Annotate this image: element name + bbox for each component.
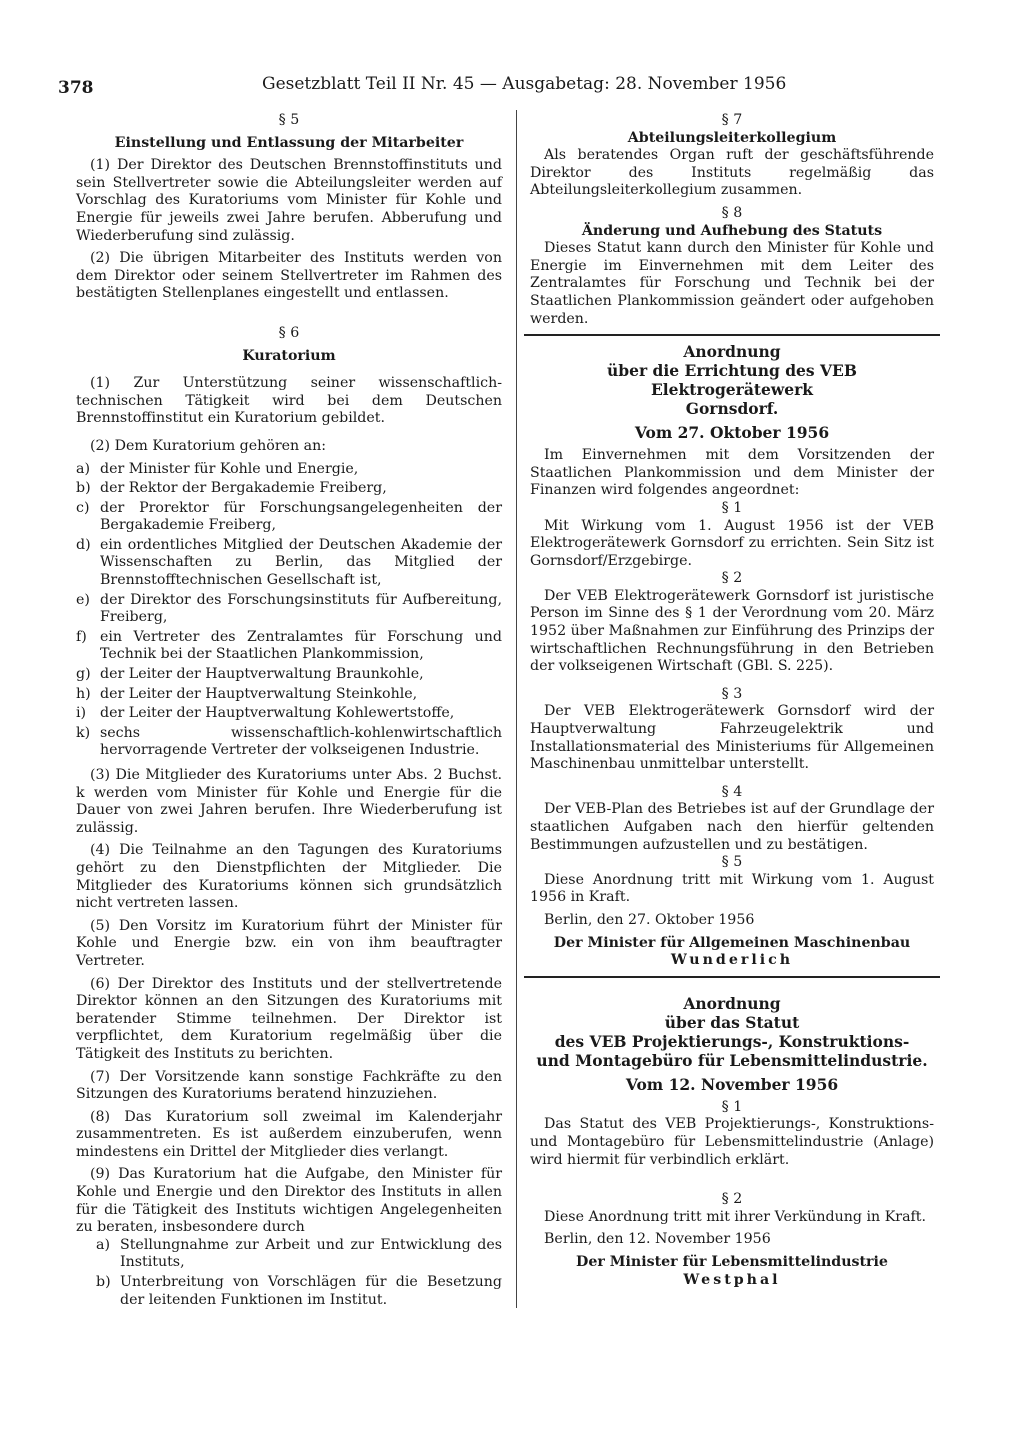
left-column (76, 112, 502, 1311)
ordinance-1-signatory-title: Der Minister für Allgemeinen Maschinenbau (553, 934, 911, 951)
list-item (76, 705, 502, 723)
ordinance-1-s3-sign: § 3 (721, 685, 743, 702)
ordinance-1-title-1: Anordnung (683, 342, 781, 362)
list-text: ein Vertreter des Zentralamtes für Forschung und Technik bei der Staatlichen Plankommission, (100, 628, 502, 663)
list-marker: c) (76, 499, 90, 516)
section-7-para: Als beratendes Organ ruft der geschäftsführende Direktor des Instituts regelmäßig das Abteilungsleiterkollegium zusammen. (530, 147, 934, 199)
ordinance-2-title-4: und Montagebüro für Lebensmittelindustrie. (536, 1050, 928, 1070)
ordinance-1-s2: Der VEB Elektrogerätewerk Gornsdorf ist juristische Person im Sinne des § 1 der Verordnung vom 20. März 1952 über Maßnahmen zur Einführung des Prinzips der wirtschaftlichen Rechnungsführung in den Betrieben der volkseigenen Wirtschaft (GBl. S. 225). (530, 587, 934, 675)
ordinance-1-s1: Mit Wirkung vom 1. August 1956 ist der VEB Elektrogerätewerk Gornsdorf zu errichten. Sein Sitz ist Gornsdorf/Erzgebirge. (530, 517, 934, 569)
list-marker: b) (96, 1274, 111, 1291)
list-item (76, 592, 502, 627)
list-text: ein ordentliches Mitglied der Deutschen Akademie der Wissenschaften zu Berlin, das Mitglied der Brennstofftechnischen Gesellschaft ist, (100, 536, 502, 589)
list-text: der Direktor des Forschungsinstituts für Aufbereitung, Freiberg, (100, 591, 502, 626)
ordinance-1-s5-sign: § 5 (721, 854, 743, 871)
ordinance-1-title-3: Gornsdorf. (685, 399, 779, 419)
section-5-sign: § 5 (278, 112, 300, 128)
list-marker: i) (76, 705, 87, 722)
section-6-para-1: (1) Zur Unterstützung seiner wissenschaftlich-technischen Tätigkeit wird bei dem Deutschen Brennstoffinstitut ein Kuratorium gebildet. (76, 375, 502, 427)
ordinance-2-signatory-title: Der Minister für Lebensmittelindustrie (576, 1253, 888, 1270)
list-item (76, 666, 502, 684)
ordinance-2-signatory-name: Westphal (683, 1271, 781, 1288)
list-text: Stellungnahme zur Arbeit und zur Entwicklung des Instituts, (120, 1236, 502, 1271)
section-6-para-9: (9) Das Kuratorium hat die Aufgabe, den Minister für Kohle und Energie und den Direktor des Instituts in allen für die Tätigkeit des Instituts wichtigen Angelegenheiten zu beraten, insbesondere durch (76, 1166, 502, 1236)
section-5-para-2: (2) Die übrigen Mitarbeiter des Instituts werden von dem Direktor oder seinem Stellvertreter im Rahmen des bestätigten Stellenplanes eingestellt und entlassen. (76, 250, 502, 302)
list-item (76, 537, 502, 590)
section-6-para-7: (7) Der Vorsitzende kann sonstige Fachkräfte zu den Sitzungen des Kuratoriums beratend hinzuziehen. (76, 1068, 502, 1103)
section-6-para-4: (4) Die Teilnahme an den Tagungen des Kuratoriums gehört zu den Dienstpflichten der Mitglieder. Die Mitglieder des Kuratoriums können sich grundsätzlich nicht vertreten lassen. (76, 842, 502, 912)
ordinance-1-place-date: Berlin, den 27. Oktober 1956 (544, 911, 755, 928)
list-item (76, 629, 502, 664)
column-divider (516, 110, 517, 1308)
list-text: sechs wissenschaftlich-kohlenwirtschaftlich hervorragende Vertreter der volkseigenen Industrie. (100, 724, 502, 759)
list-item (76, 725, 502, 760)
list-marker: k) (76, 724, 91, 741)
section-6-heading: Kuratorium (242, 347, 336, 364)
ordinance-1-s2-sign: § 2 (721, 570, 743, 587)
section-7-heading: Abteilungsleiterkollegium (627, 129, 837, 146)
list-marker: e) (76, 591, 90, 608)
right-column (530, 112, 934, 1289)
list-text: der Rektor der Bergakademie Freiberg, (100, 480, 387, 497)
ordinance-2-title-2: über das Statut (664, 1012, 800, 1032)
list-marker: d) (76, 536, 91, 553)
list-text: der Leiter der Hauptverwaltung Steinkohle, (100, 685, 418, 702)
section-8-sign: § 8 (721, 204, 743, 221)
ordinance-1-signatory-name: Wunderlich (670, 952, 794, 969)
section-7-sign: § 7 (721, 112, 743, 128)
list-text: der Leiter der Hauptverwaltung Kohlewertstoffe, (100, 705, 455, 722)
list-marker: g) (76, 666, 91, 683)
ordinance-1-s4-sign: § 4 (721, 783, 743, 800)
list-item (76, 686, 502, 704)
section-5-para-1: (1) Der Direktor des Deutschen Brennstoffinstituts und sein Stellvertreter sowie die Abteilungsleiter werden auf Vorschlag des Kuratoriums vom Minister für Kohle und Energie für jeweils zwei Jahre berufen. Abberufung und Wiederberufung sind zulässig. (76, 157, 502, 244)
list-marker: a) (76, 460, 90, 477)
section-6-para-3: (3) Die Mitglieder des Kuratoriums unter Abs. 2 Buchst. k werden vom Minister für Kohle und Energie für die Dauer von zwei Jahren berufen. Ihre Wiederberufung ist zulässig. (76, 767, 502, 836)
section-8-heading: Änderung und Aufhebung des Statuts (581, 222, 883, 239)
ordinance-1-s3: Der VEB Elektrogerätewerk Gornsdorf wird der Hauptverwaltung Fahrzeugelektrik und Installationsmaterial des Ministeriums für Allgemeinen Maschinenbau unmittelbar unterstellt. (530, 703, 934, 773)
list-text: der Prorektor für Forschungsangelegenheiten der Bergakademie Freiberg, (100, 499, 502, 534)
ordinance-2-s2-sign: § 2 (721, 1191, 743, 1208)
ordinance-2-place-date: Berlin, den 12. November 1956 (544, 1231, 771, 1248)
ordinance-2-s1: Das Statut des VEB Projektierungs-, Konstruktions- und Montagebüro für Lebensmittelindustrie (Anlage) wird hiermit für verbindlich erklärt. (530, 1116, 934, 1168)
list-item (76, 480, 502, 498)
list-item (76, 500, 502, 535)
ordinance-1-s1-sign: § 1 (721, 499, 743, 516)
section-6-para-6: (6) Der Direktor des Instituts und der stellvertretende Direktor können an den Sitzungen des Kuratoriums mit beratender Stimme teilnehmen. Der Direktor ist verpflichtet, dem Kuratorium regelmäßig über die Tätigkeit des Instituts zu berichten. (76, 975, 502, 1062)
section-8-para: Dieses Statut kann durch den Minister für Kohle und Energie im Einvernehmen mit dem Leiter des Zentralamtes für Forschung und Technik bei der Staatlichen Plankommission geändert oder aufgehoben werden. (530, 240, 934, 327)
ordinance-1-s4: Der VEB-Plan des Betriebes ist auf der Grundlage der staatlichen Aufgaben nach den hierfür geltenden Bestimmungen aufzustellen und zu bestätigen. (530, 801, 934, 853)
list-marker: f) (76, 628, 87, 645)
section-6-para-5: (5) Den Vorsitz im Kuratorium führt der Minister für Kohle und Energie bzw. ein von ihm beauftragter Vertreter. (76, 917, 502, 969)
header-title: Gesetzblatt Teil II Nr. 45 — Ausgabetag: 28. November 1956 (262, 74, 787, 94)
ordinance-1-title-2: über die Errichtung des VEB Elektrogerätewerk (607, 361, 857, 400)
list-text: der Minister für Kohle und Energie, (100, 460, 359, 477)
ordinance-1-s5: Diese Anordnung tritt mit Wirkung vom 1. August 1956 in Kraft. (530, 871, 934, 906)
list-text: Unterbreitung von Vorschlägen für die Besetzung der leitenden Funktionen im Institut. (120, 1274, 502, 1308)
kuratorium-members-list (76, 461, 502, 761)
list-item (76, 461, 502, 479)
kuratorium-tasks-list (76, 1237, 502, 1309)
ordinance-2-s1-sign: § 1 (721, 1098, 743, 1115)
section-divider (524, 334, 940, 336)
ordinance-2-s2: Diese Anordnung tritt mit ihrer Verkündung in Kraft. (544, 1208, 926, 1225)
section-6-sign: § 6 (278, 324, 300, 341)
section-5-heading: Einstellung und Entlassung der Mitarbeiter (114, 134, 464, 151)
section-6-para-8: (8) Das Kuratorium soll zweimal im Kalenderjahr zusammentreten. Es ist außerdem einzuberufen, wenn mindestens ein Drittel der Mitglieder dies verlangt. (76, 1108, 502, 1160)
ordinance-1-date: Vom 27. Oktober 1956 (634, 423, 830, 443)
ordinance-2-date: Vom 12. November 1956 (625, 1074, 839, 1094)
ordinance-2-title-3: des VEB Projektierungs-, Konstruktions- (554, 1031, 910, 1051)
list-marker: a) (96, 1236, 110, 1253)
page-number: 378 (58, 78, 94, 98)
ordinance-2-title-1: Anordnung (683, 993, 781, 1013)
list-marker: b) (76, 480, 91, 497)
section-6-para-2-intro: (2) Dem Kuratorium gehören an: (90, 437, 327, 454)
list-item (96, 1237, 502, 1272)
list-item (96, 1274, 502, 1309)
section-divider (524, 976, 940, 978)
list-text: der Leiter der Hauptverwaltung Braunkohle, (100, 666, 424, 683)
list-marker: h) (76, 685, 91, 702)
ordinance-1-intro: Im Einvernehmen mit dem Vorsitzenden der Staatlichen Plankommission und dem Minister der Finanzen wird folgendes angeordnet: (530, 447, 934, 499)
